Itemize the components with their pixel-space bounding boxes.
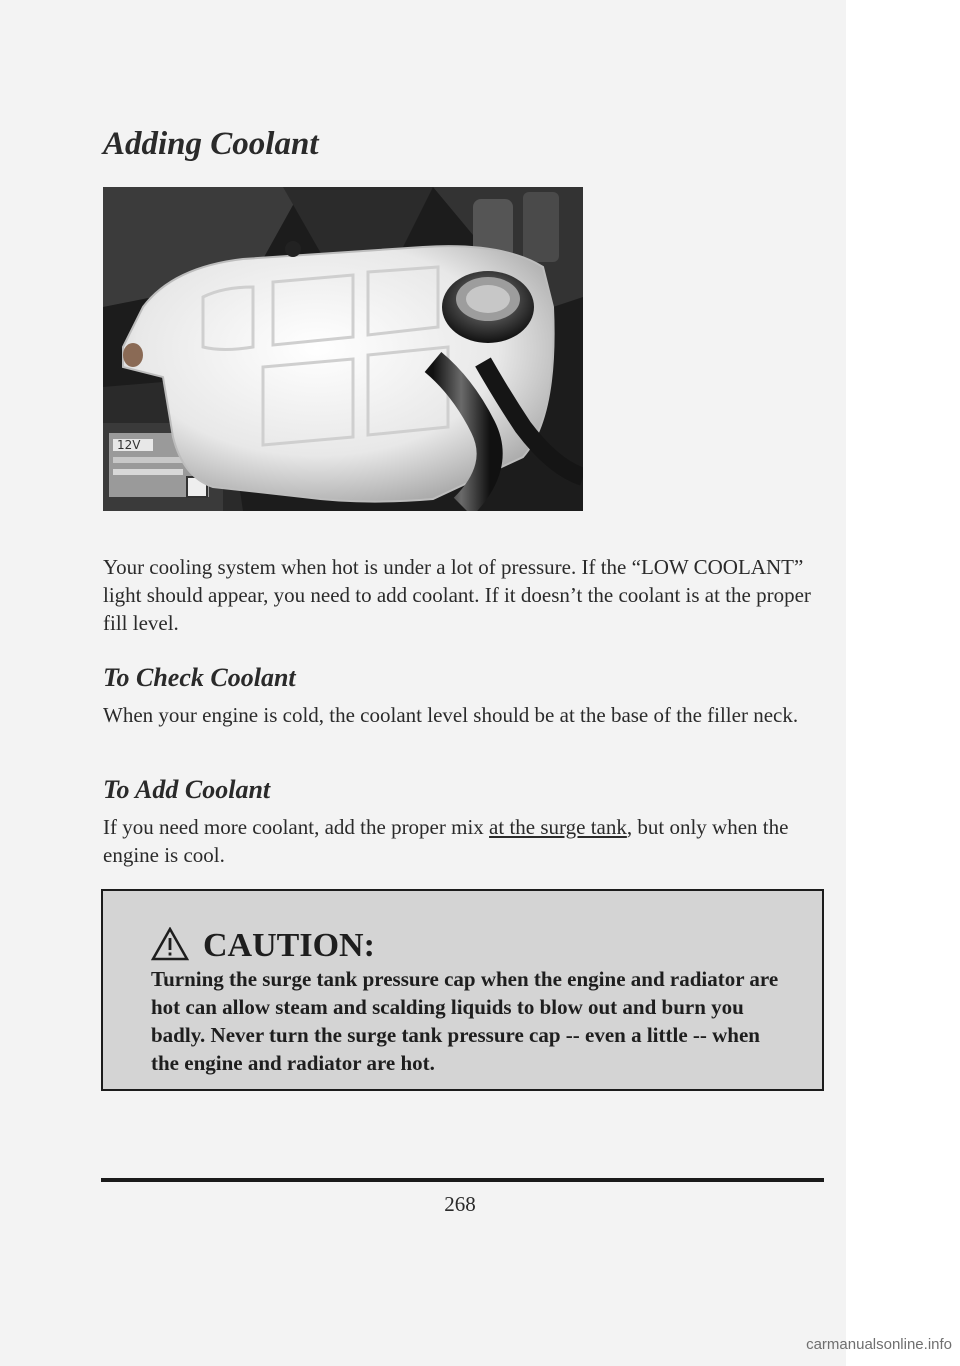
footer-rule <box>101 1178 824 1182</box>
add-coolant-paragraph <box>103 813 823 869</box>
coolant-tank-photo <box>103 187 583 511</box>
watermark: carmanualsonline.info <box>806 1336 952 1353</box>
add-text-b: , but only when the engine is cool. <box>103 815 789 867</box>
add-coolant-heading: To Add Coolant <box>103 775 271 804</box>
add-text-a: If you need more coolant, add the proper mix <box>103 815 490 839</box>
page-title: Adding Coolant <box>103 126 319 162</box>
check-coolant-paragraph: When your engine is cold, the coolant level should be at the base of the filler neck. <box>103 703 799 727</box>
surge-tank-underline: at the surge tank <box>489 815 627 839</box>
caution-title: CAUTION: <box>203 927 375 964</box>
coolant-tank-illustration <box>103 187 583 511</box>
caution-text: Turning the surge tank pressure cap when the engine and radiator are hot can allow steam and scalding liquids to blow out and burn you badly. Never turn the surge tank pressure cap -- even a little -- when the engine and radiator are hot. <box>151 967 779 1075</box>
page-number: 268 <box>444 1192 476 1216</box>
check-coolant-heading: To Check Coolant <box>103 663 296 692</box>
intro-paragraph: Your cooling system when hot is under a lot of pressure. If the “LOW COOLANT” light should appear, you need to add coolant. If it doesn’t the coolant is at the proper fill level. <box>103 555 811 635</box>
battery-label: 12V <box>117 438 141 452</box>
caution-box <box>101 889 824 1091</box>
warning-triangle-icon <box>151 927 189 961</box>
